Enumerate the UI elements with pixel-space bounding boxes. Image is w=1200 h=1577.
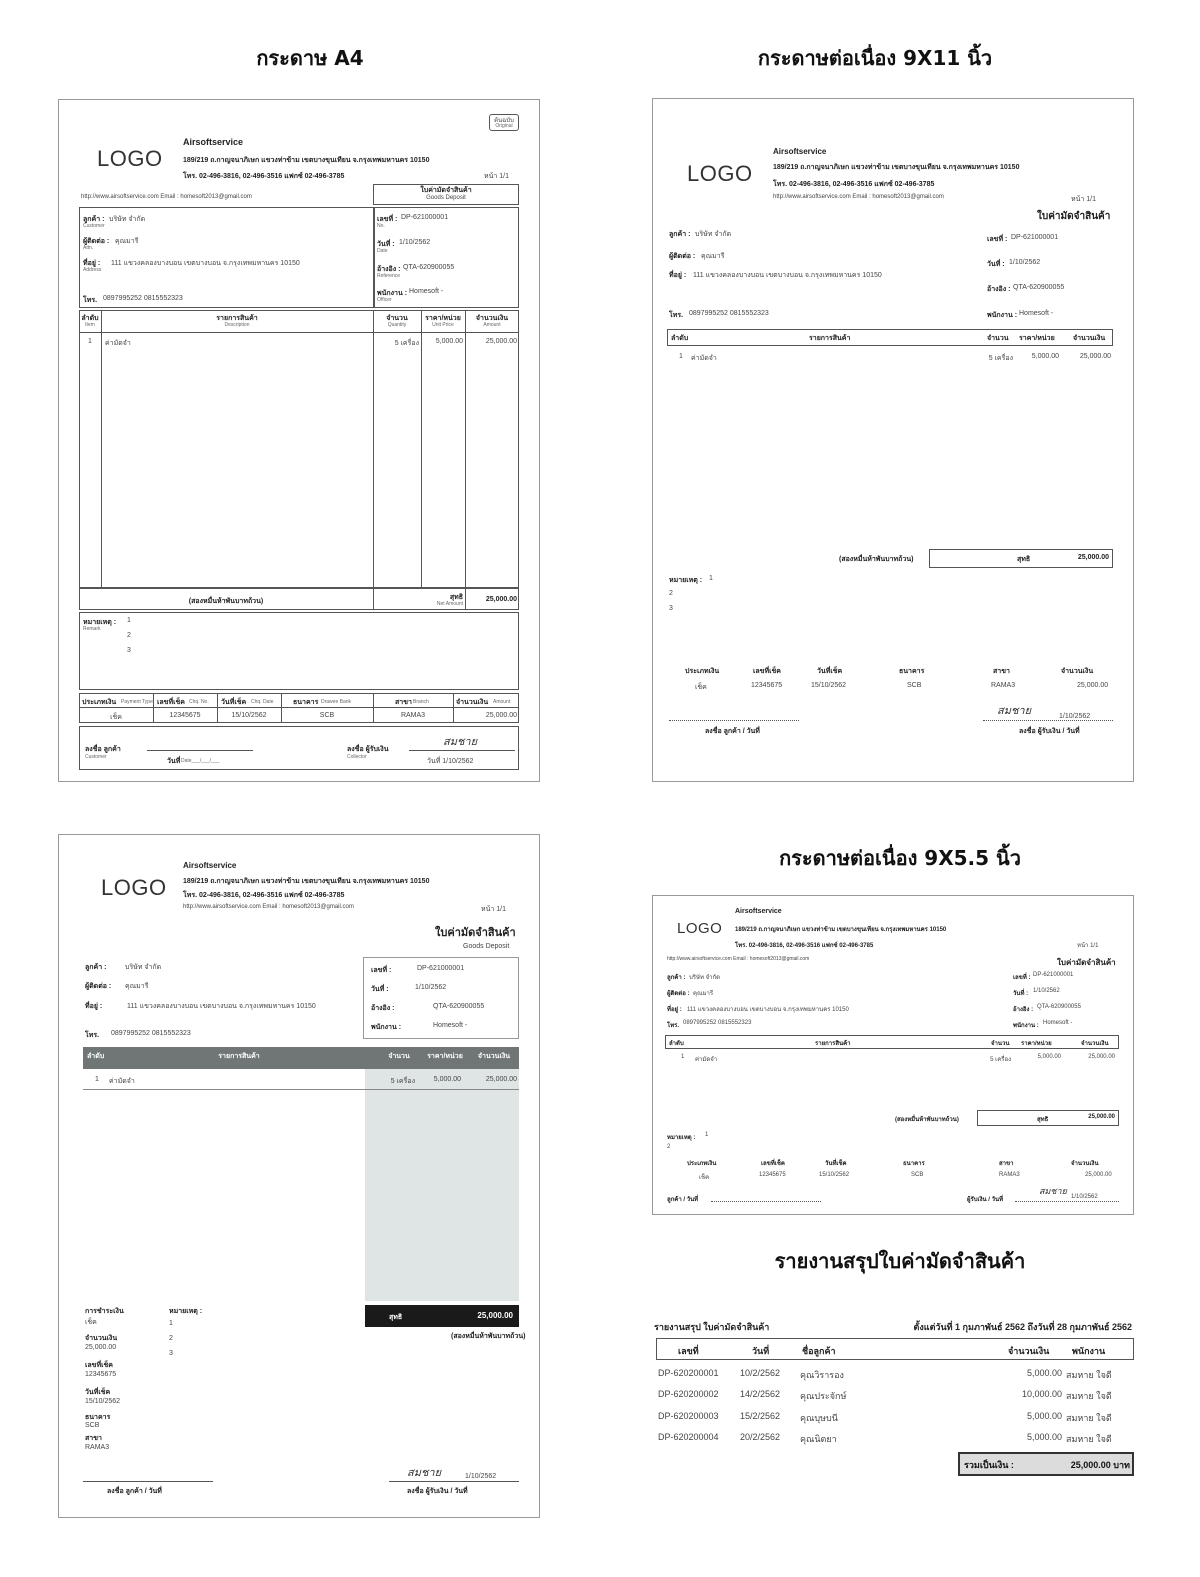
remark-3: 3	[127, 647, 131, 654]
cheque-header: เลขที่เช็ค	[85, 1362, 113, 1369]
col-price-header: ราคา/หน่วย	[1021, 1041, 1052, 1047]
summary-header-row	[656, 1338, 1134, 1360]
no-value: DP-621000001	[401, 214, 449, 221]
remark-3: 3	[669, 605, 673, 612]
heading-cont-9x11: กระดาษต่อเนื่อง 9X11 นิ้ว	[757, 46, 993, 70]
cheque-header-en: Chq. No.	[189, 699, 209, 705]
date-value: 1/10/2562	[399, 239, 431, 246]
remark-2: 2	[169, 1335, 173, 1342]
line-no: 1	[679, 353, 683, 360]
no-label: เลขที่ :	[371, 967, 392, 974]
original-badge-en: Original	[495, 123, 513, 129]
tel-label: โทร.	[669, 312, 684, 319]
cheque-header: เลขที่เช็ค	[761, 1161, 785, 1167]
col-qty-header-en: Quantity	[387, 322, 407, 328]
pay-type-header: ประเภทเงิน	[687, 1161, 717, 1167]
tel-value: 0897995252 0815552323	[689, 310, 769, 317]
summary-cell-customer: คุณนิตยา	[800, 1434, 837, 1444]
summary-total-label: รวมเป็นเงิน :	[964, 1460, 1014, 1470]
line-desc: ค่ามัดจำ	[691, 355, 717, 362]
line-amount: 25,000.00	[485, 338, 517, 345]
remark-1: 1	[169, 1320, 173, 1327]
summary-col-officer: พนักงาน	[1072, 1346, 1106, 1356]
contact-value: คุณมารี	[693, 991, 714, 997]
sign-customer-label: ลงชื่อ ลูกค้า / วันที่	[705, 728, 760, 735]
customer-value: บริษัท จำกัด	[695, 231, 732, 238]
original-badge-th: ต้นฉบับ	[494, 118, 514, 124]
line-desc: ค่ามัดจำ	[105, 340, 131, 347]
net-value: 25,000.00	[1088, 1114, 1115, 1120]
bank-header: ธนาคาร	[899, 668, 925, 675]
pay-amount-header: จำนวนเงิน	[456, 699, 489, 706]
pay-amount-header-en: Amount	[493, 699, 511, 705]
address-label: ที่อยู่ :	[85, 1003, 103, 1010]
net-value: 25,000.00	[477, 1311, 513, 1320]
officer-label: พนักงาน :	[1013, 1023, 1039, 1029]
date-label: วันที่ :	[1013, 991, 1029, 997]
col-desc-header: รายการสินค้า	[218, 1053, 260, 1060]
company-address: 189/219 ถ.กาญจนาภิเษก แขวงท่าข้าม เขตบางขุนเทียน จ.กรุงเทพมหานคร 10150	[183, 157, 430, 164]
remark-label-en: Remark	[83, 626, 101, 632]
ref-value: QTA-620900055	[403, 264, 455, 271]
sig-date: 1/10/2562	[1059, 713, 1091, 720]
doc-title-en: Goods Deposit	[463, 943, 510, 950]
net-value: 25,000.00	[1077, 554, 1109, 561]
summary-title: รายงานสรุป ใบค่ามัดจำสินค้า	[654, 1322, 770, 1332]
pay-amount-value: 25,000.00	[485, 712, 517, 719]
no-value: DP-621000001	[1011, 234, 1059, 241]
line-qty: 5 เครื่อง	[990, 1057, 1011, 1063]
col-qty-header: จำนวน	[987, 335, 1009, 342]
remark-1: 1	[127, 617, 131, 624]
ref-value: QTA-620900055	[1013, 284, 1065, 291]
date-label-en: Date	[377, 248, 388, 254]
pay-type-value: เช็ค	[695, 684, 707, 691]
ref-label-en: Reference	[377, 273, 401, 279]
remark-2: 2	[667, 1144, 671, 1150]
line-price: 5,000.00	[435, 338, 463, 345]
remark-3: 3	[169, 1350, 173, 1357]
date-value: 1/10/2562	[415, 984, 447, 991]
sign-collector-label: ผู้รับเงิน / วันที่	[967, 1197, 1004, 1203]
cheque-date-header: วันที่เช็ค	[825, 1161, 847, 1167]
cheque-value: 12345675	[85, 1371, 117, 1378]
col-item-header: ลำดับ	[87, 1053, 105, 1060]
amount-label: จำนวนเงิน	[85, 1335, 118, 1342]
summary-range: ตั้งแต่วันที่ 1 กุมภาพันธ์ 2562 ถึงวันที่ 28 กุมภาพันธ์ 2562	[913, 1322, 1132, 1332]
cheque-date-value: 15/10/2562	[811, 682, 847, 689]
customer-value: บริษัท จำกัด	[689, 975, 721, 981]
branch-value: RAMA3	[400, 712, 426, 719]
col-item-header: ลำดับ	[81, 315, 99, 322]
pay-type-value: เช็ค	[699, 1175, 710, 1181]
line-desc: ค่ามัดจำ	[695, 1057, 718, 1063]
no-value: DP-621000001	[417, 965, 465, 972]
summary-cell-amount: 5,000.00	[1026, 1432, 1062, 1442]
line-qty: 5 เครื่อง	[988, 355, 1013, 362]
summary-cell-officer: สมหาย ใจดี	[1066, 1413, 1112, 1423]
amount-words: (สองหมื่นห้าพันบาทถ้วน)	[188, 598, 264, 605]
sign-customer-label: ลูกค้า / วันที่	[667, 1197, 699, 1203]
company-logo: LOGO	[101, 875, 167, 900]
collector-signature: สมชาย	[1039, 1187, 1067, 1197]
bank-value: SCB	[911, 1172, 924, 1178]
col-qty-header: จำนวน	[991, 1041, 1010, 1047]
remark-label: หมายเหตุ :	[169, 1308, 203, 1315]
branch-header: สาขา	[993, 668, 1010, 675]
address-value: 111 แขวงคลองบางบอน เขตบางบอน จ.กรุงเทพมหานคร 10150	[111, 260, 300, 267]
doc-title: ใบค่ามัดจำสินค้า	[1037, 211, 1111, 222]
remark-label: หมายเหตุ :	[667, 1135, 696, 1141]
contact-label-en: Attn.	[83, 245, 94, 251]
summary-cell-date: 20/2/2562	[740, 1432, 781, 1442]
net-label-en: Net Amount	[436, 601, 463, 607]
company-logo: LOGO	[677, 920, 723, 937]
no-label: เลขที่ :	[1013, 975, 1031, 981]
branch-value: RAMA3	[999, 1172, 1020, 1178]
company-web: http://www.airsoftservice.com Email : homesoft2013@gmail.com	[667, 956, 810, 962]
customer-label: ลูกค้า :	[85, 964, 107, 971]
sign-date-blank: Date___/___/___	[181, 758, 220, 764]
col-amount-header: จำนวนเงิน	[477, 1053, 511, 1060]
page-number: หน้า 1/1	[481, 906, 507, 913]
col-price-header: ราคา/หน่วย	[427, 1053, 463, 1060]
summary-cell-date: 10/2/2562	[740, 1368, 781, 1378]
payment-label: การชำระเงิน	[85, 1308, 124, 1315]
customer-label: ลูกค้า :	[83, 216, 105, 223]
summary-cell-customer: คุณบุษบนี	[800, 1413, 838, 1423]
branch-header: สาขา	[85, 1435, 102, 1442]
sign-date-label: วันที่	[167, 758, 181, 765]
pay-amount-value: 25,000.00	[1085, 1172, 1112, 1178]
summary-col-amount: จำนวนเงิน	[1008, 1346, 1050, 1356]
address-label: ที่อยู่ :	[667, 1007, 682, 1013]
pay-amount-value: 25,000.00	[85, 1344, 117, 1351]
net-label: สุทธิ	[1017, 556, 1031, 563]
summary-cell-amount: 5,000.00	[1026, 1368, 1062, 1378]
company-web: http://www.airsoftservice.com Email : homesoft2013@gmail.com	[81, 194, 252, 200]
company-logo: LOGO	[687, 161, 753, 186]
summary-cell-date: 14/2/2562	[740, 1389, 781, 1399]
line-price: 5,000.00	[433, 1076, 461, 1083]
ref-value: QTA-620900055	[433, 1003, 485, 1010]
line-desc: ค่ามัดจำ	[109, 1078, 135, 1085]
col-amount-header: จำนวนเงิน	[1081, 1041, 1109, 1047]
net-label: สุทธิ	[1037, 1117, 1049, 1123]
summary-cell-no: DP-620200001	[658, 1368, 719, 1378]
contact-label: ผู้ติดต่อ :	[669, 253, 696, 260]
company-phone: โทร. 02-496-3816, 02-496-3516 แฟกซ์ 02-496-3785	[773, 181, 935, 188]
bank-header: ธนาคาร	[903, 1161, 925, 1167]
summary-cell-officer: สมหาย ใจดี	[1066, 1391, 1112, 1401]
pay-type-value: เช็ค	[85, 1319, 97, 1326]
sign-customer-label: ลงชื่อ ลูกค้า	[85, 746, 121, 753]
tel-value: 0897995252 0815552323	[683, 1020, 752, 1026]
cheque-date-value: 15/10/2562	[231, 712, 267, 719]
sign-collector-label-en: Collector	[347, 754, 367, 760]
pay-type-value: เช็ค	[110, 714, 122, 721]
remark-1: 1	[709, 575, 713, 582]
summary-cell-no: DP-620200002	[658, 1389, 719, 1399]
col-qty-header: จำนวน	[386, 315, 408, 322]
branch-header-en: Branch	[413, 699, 429, 705]
tel-label: โทร.	[83, 297, 98, 304]
items-shade	[365, 1069, 519, 1301]
summary-cell-no: DP-620200004	[658, 1432, 719, 1442]
summary-report	[652, 1312, 1134, 1482]
summary-cell-amount: 5,000.00	[1026, 1411, 1062, 1421]
company-address: 189/219 ถ.กาญจนาภิเษก แขวงท่าข้าม เขตบางขุนเทียน จ.กรุงเทพมหานคร 10150	[183, 878, 430, 885]
company-web: http://www.airsoftservice.com Email : homesoft2013@gmail.com	[183, 904, 354, 910]
contact-value: คุณมารี	[701, 253, 725, 260]
address-value: 111 แขวงคลองบางบอน เขตบางบอน จ.กรุงเทพมหานคร 10150	[127, 1003, 316, 1010]
date-label: วันที่ :	[987, 261, 1005, 268]
company-name: Airsoftservice	[183, 861, 237, 870]
cheque-date-header: วันที่เช็ค	[221, 699, 247, 706]
ref-label: อ้างอิง :	[987, 286, 1011, 293]
col-item-header: ลำดับ	[671, 335, 689, 342]
sheet-9x55	[652, 895, 1134, 1215]
company-logo: LOGO	[97, 146, 163, 171]
bank-value: SCB	[85, 1422, 100, 1429]
summary-cell-customer: คุณประจักษ์	[800, 1391, 847, 1401]
sign-customer-label: ลงชื่อ ลูกค้า / วันที่	[107, 1488, 162, 1495]
line-no: 1	[95, 1076, 99, 1083]
items-table	[79, 310, 519, 588]
sig-date: 1/10/2562	[465, 1473, 497, 1480]
line-amount: 25,000.00	[1079, 353, 1111, 360]
ref-label: อ้างอิง :	[371, 1005, 395, 1012]
contact-label: ผู้ติดต่อ :	[667, 991, 690, 997]
col-price-header: ราคา/หน่วย	[425, 315, 461, 322]
officer-label: พนักงาน :	[987, 312, 1018, 319]
sign-date2: วันที่ 1/10/2562	[427, 758, 474, 765]
line-qty: 5 เครื่อง	[390, 1078, 415, 1085]
net-label: สุทธิ	[449, 594, 463, 601]
branch-header: สาขา	[395, 699, 412, 706]
no-label-en: No.	[377, 223, 385, 229]
heading-a4: กระดาษ A4	[256, 46, 364, 70]
amount-words: (สองหมื่นห้าพันบาทถ้วน)	[895, 1117, 959, 1123]
sign-customer-label-en: Customer	[85, 754, 107, 760]
contact-label: ผู้ติดต่อ :	[83, 238, 110, 245]
date-value: 1/10/2562	[1033, 988, 1060, 994]
tel-value: 0897995252 0815552323	[103, 295, 183, 302]
sheet-a4	[58, 99, 540, 782]
pay-amount-header: จำนวนเงิน	[1071, 1161, 1099, 1167]
line-no: 1	[681, 1054, 685, 1060]
sig-date: 1/10/2562	[1071, 1194, 1098, 1200]
contact-value: คุณมารี	[115, 238, 139, 245]
officer-value: Homesoft -	[1043, 1020, 1073, 1026]
no-value: DP-621000001	[1033, 972, 1074, 978]
doc-title: ใบค่ามัดจำสินค้า	[420, 187, 472, 194]
customer-value: บริษัท จำกัด	[109, 216, 146, 223]
line-price: 5,000.00	[1031, 353, 1059, 360]
col-desc-header: รายการสินค้า	[216, 315, 258, 322]
collector-signature: สมชาย	[443, 735, 478, 748]
summary-cell-no: DP-620200003	[658, 1411, 719, 1421]
cheque-date-header-en: Chq. Date	[251, 699, 274, 705]
remark-box	[79, 612, 519, 690]
cheque-value: 12345675	[751, 682, 783, 689]
cheque-value: 12345675	[759, 1172, 786, 1178]
ref-label: อ้างอิง :	[377, 266, 401, 273]
sheet-a4-modern	[58, 834, 540, 1518]
pay-type-header: ประเภทเงิน	[685, 668, 720, 675]
contact-value: คุณมารี	[125, 983, 149, 990]
remark-2: 2	[669, 590, 673, 597]
line-amount: 25,000.00	[1088, 1054, 1115, 1060]
summary-col-no: เลขที่	[678, 1346, 699, 1356]
summary-total-value: 25,000.00 บาท	[1070, 1460, 1130, 1470]
date-label: วันที่ :	[377, 241, 395, 248]
cheque-date-value: 15/10/2562	[819, 1172, 850, 1178]
company-name: Airsoftservice	[183, 137, 244, 147]
company-name: Airsoftservice	[773, 147, 827, 156]
bank-value: SCB	[907, 682, 922, 689]
cheque-header: เลขที่เช็ค	[157, 699, 185, 706]
page-number: หน้า 1/1	[484, 173, 510, 180]
sign-collector-label: ลงชื่อ ผู้รับเงิน	[347, 746, 389, 753]
line-no: 1	[88, 338, 92, 345]
bank-value: SCB	[319, 712, 335, 719]
remark-2: 2	[127, 632, 131, 639]
net-label: สุทธิ	[389, 1314, 403, 1321]
remark-label: หมายเหตุ :	[669, 577, 703, 584]
company-web: http://www.airsoftservice.com Email : homesoft2013@gmail.com	[773, 194, 944, 200]
summary-cell-officer: สมหาย ใจดี	[1066, 1370, 1112, 1380]
sign-collector-label: ลงชื่อ ผู้รับเงิน / วันที่	[407, 1488, 468, 1495]
summary-cell-officer: สมหาย ใจดี	[1066, 1434, 1112, 1444]
pay-type-header: ประเภทเงิน	[82, 699, 117, 706]
amount-words: (สองหมื่นห้าพันบาทถ้วน)	[839, 556, 914, 563]
collector-signature: สมชาย	[997, 704, 1032, 717]
company-phone: โทร. 02-496-3816, 02-496-3516 แฟกซ์ 02-496-3785	[183, 173, 345, 180]
officer-value: Homesoft -	[1019, 310, 1054, 317]
customer-value: บริษัท จำกัด	[125, 964, 162, 971]
tel-value: 0897995252 0815552323	[111, 1030, 191, 1037]
date-value: 1/10/2562	[1009, 259, 1041, 266]
line-qty: 5 เครื่อง	[394, 340, 419, 347]
customer-label: ลูกค้า :	[667, 975, 686, 981]
net-value: 25,000.00	[485, 596, 517, 603]
summary-col-customer: ชื่อลูกค้า	[802, 1346, 836, 1356]
doc-title: ใบค่ามัดจำสินค้า	[435, 927, 516, 939]
address-label-en: Address	[83, 267, 102, 273]
address-label: ที่อยู่ :	[669, 272, 687, 279]
amount-words: (สองหมื่นห้าพันบาทถ้วน)	[451, 1333, 526, 1340]
col-amount-header: จำนวนเงิน	[475, 315, 509, 322]
line-amount: 25,000.00	[485, 1076, 517, 1083]
no-label: เลขที่ :	[377, 216, 398, 223]
col-desc-header-en: Description	[224, 322, 250, 328]
col-desc-header: รายการสินค้า	[815, 1041, 851, 1047]
branch-header: สาขา	[999, 1161, 1014, 1167]
officer-label: พนักงาน :	[371, 1024, 402, 1031]
bank-header: ธนาคาร	[293, 699, 319, 706]
sheet-9x11	[652, 98, 1134, 782]
branch-value: RAMA3	[85, 1444, 110, 1451]
col-desc-header: รายการสินค้า	[809, 335, 851, 342]
col-item-header-en: Item	[85, 322, 95, 328]
bank-header-en: Drawee Bank	[321, 699, 352, 705]
company-phone: โทร. 02-496-3816, 02-496-3516 แฟกซ์ 02-496-3785	[183, 892, 345, 899]
heading-summary: รายงานสรุปใบค่ามัดจำสินค้า	[774, 1249, 1026, 1273]
officer-label-en: Officer	[377, 297, 392, 303]
doc-title: ใบค่ามัดจำสินค้า	[1057, 958, 1116, 967]
summary-cell-date: 15/2/2562	[740, 1411, 781, 1421]
col-price-header-en: Unit Price	[432, 322, 454, 328]
doc-title-en: Goods Deposit	[426, 195, 466, 201]
cheque-header: เลขที่เช็ค	[753, 668, 781, 675]
cheque-value: 12345675	[169, 712, 201, 719]
company-name: Airsoftservice	[735, 908, 782, 915]
col-qty-header: จำนวน	[388, 1053, 410, 1060]
pay-amount-header: จำนวนเงิน	[1061, 668, 1094, 675]
company-address: 189/219 ถ.กาญจนาภิเษก แขวงท่าข้าม เขตบางขุนเทียน จ.กรุงเทพมหานคร 10150	[735, 927, 947, 933]
company-phone: โทร. 02-496-3816, 02-496-3516 แฟกซ์ 02-496-3785	[735, 943, 874, 949]
col-item-header: ลำดับ	[669, 1041, 684, 1047]
ref-label: อ้างอิง :	[1013, 1007, 1034, 1013]
cheque-date-header: วันที่เช็ค	[817, 668, 843, 675]
pay-amount-value: 25,000.00	[1077, 682, 1109, 689]
col-amount-header: จำนวนเงิน	[1073, 335, 1106, 342]
customer-label: ลูกค้า :	[669, 231, 691, 238]
col-price-header: ราคา/หน่วย	[1019, 335, 1055, 342]
ref-value: QTA-620900055	[1037, 1004, 1081, 1010]
officer-value: Homesoft -	[433, 1022, 468, 1029]
tel-label: โทร.	[667, 1023, 680, 1029]
contact-label: ผู้ติดต่อ :	[85, 983, 112, 990]
pay-type-header-en: Payment Type	[121, 699, 153, 705]
summary-cell-amount: 10,000.00	[1021, 1389, 1062, 1399]
cheque-date-value: 15/10/2562	[85, 1398, 121, 1405]
officer-label: พนักงาน :	[377, 290, 408, 297]
company-address: 189/219 ถ.กาญจนาภิเษก แขวงท่าข้าม เขตบางขุนเทียน จ.กรุงเทพมหานคร 10150	[773, 164, 1020, 171]
date-label: วันที่ :	[371, 986, 389, 993]
bank-header: ธนาคาร	[85, 1414, 111, 1421]
remark-label: หมายเหตุ :	[83, 619, 117, 626]
customer-label-en: Customer	[83, 223, 105, 229]
remark-1: 1	[705, 1132, 709, 1138]
tel-label: โทร.	[85, 1032, 100, 1039]
officer-value: Homesoft -	[409, 288, 444, 295]
cheque-date-header: วันที่เช็ค	[85, 1389, 111, 1396]
line-price: 5,000.00	[1037, 1054, 1061, 1060]
sign-collector-label: ลงชื่อ ผู้รับเงิน / วันที่	[1019, 728, 1080, 735]
heading-cont-9x55: กระดาษต่อเนื่อง 9X5.5 นิ้ว	[779, 846, 1021, 870]
collector-signature: สมชาย	[407, 1466, 442, 1479]
page-number: หน้า 1/1	[1077, 943, 1099, 949]
summary-col-date: วันที่	[752, 1346, 770, 1356]
address-label: ที่อยู่ :	[83, 260, 101, 267]
branch-value: RAMA3	[991, 682, 1016, 689]
address-value: 111 แขวงคลองบางบอน เขตบางบอน จ.กรุงเทพมหานคร 10150	[693, 272, 882, 279]
col-amount-header-en: Amount	[483, 322, 501, 328]
address-value: 111 แขวงคลองบางบอน เขตบางบอน จ.กรุงเทพมหานคร 10150	[687, 1007, 849, 1013]
page-number: หน้า 1/1	[1071, 196, 1097, 203]
summary-cell-customer: คุณวิรารอง	[800, 1370, 844, 1380]
no-label: เลขที่ :	[987, 236, 1008, 243]
